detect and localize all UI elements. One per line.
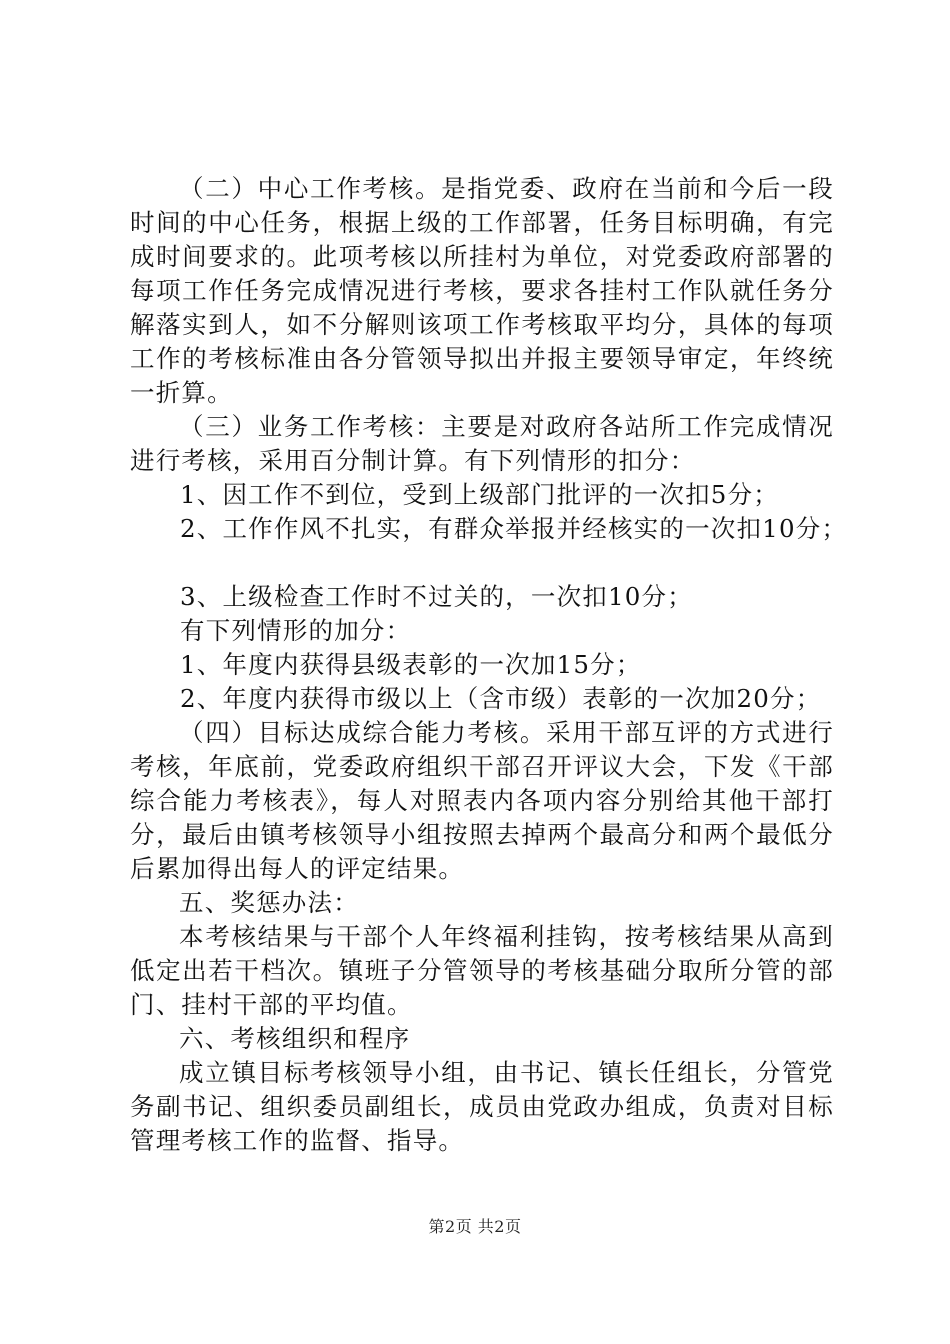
paragraph-rewards-penalties: 本考核结果与干部个人年终福利挂钩，按考核结果从高到低定出若干档次。镇班子分管领导的考核基础分取所分管的部门、挂村干部的平均值。 [130,922,834,1019]
paragraph-assessment-organization: 成立镇目标考核领导小组，由书记、镇长任组长，分管党务副书记、组织委员副组长，成员由党政办组成，负责对目标管理考核工作的监督、指导。 [130,1058,834,1155]
blank-line [130,546,834,580]
bonus-item-2: 2、年度内获得市级以上（含市级）表彰的一次加20分； [180,684,822,713]
page-number-footer: 第2页 共2页 [428,1217,522,1236]
paragraph-center-work-assessment: （二）中心工作考核。是指党委、政府在当前和今后一段时间的中心任务，根据上级的工作部署，任务目标明确，有完成时间要求的。此项考核以所挂村为单位，对党委政府部署的每项工作任务完成情况进行考核，要求各挂村工作队就任务分解落实到人，如不分解则该项工作考核取平均分，具体的每项工作的考核标准由各分管领导拟出并报主要领导审定，年终统一折算。 [130,174,834,407]
document-body [130,172,848,1158]
bonus-item-1: 1、年度内获得县级表彰的一次加15分； [180,650,642,679]
paragraph-business-work-assessment: （三）业务工作考核：主要是对政府各站所工作完成情况进行考核，采用百分制计算。有下列情形的扣分： [130,412,834,475]
deduction-item-1: 1、因工作不到位，受到上级部门批评的一次扣5分； [180,480,779,509]
paragraph-comprehensive-ability-assessment: （四）目标达成综合能力考核。采用干部互评的方式进行考核，年底前，党委政府组织干部召开评议大会，下发《干部综合能力考核表》，每人对照表内各项内容分别给其他干部打分，最后由镇考核领导小组按照去掉两个最高分和两个最低分后累加得出每人的评定结果。 [130,718,834,883]
heading-assessment-organization: 六、考核组织和程序 [179,1024,411,1053]
deduction-item-3: 3、上级检查工作时不过关的，一次扣10分； [180,582,693,611]
heading-rewards-penalties: 五、奖惩办法： [179,888,359,917]
bonus-intro: 有下列情形的加分： [180,616,412,645]
deduction-item-2: 2、工作作风不扎实，有群众举报并经核实的一次扣10分； [180,514,848,543]
